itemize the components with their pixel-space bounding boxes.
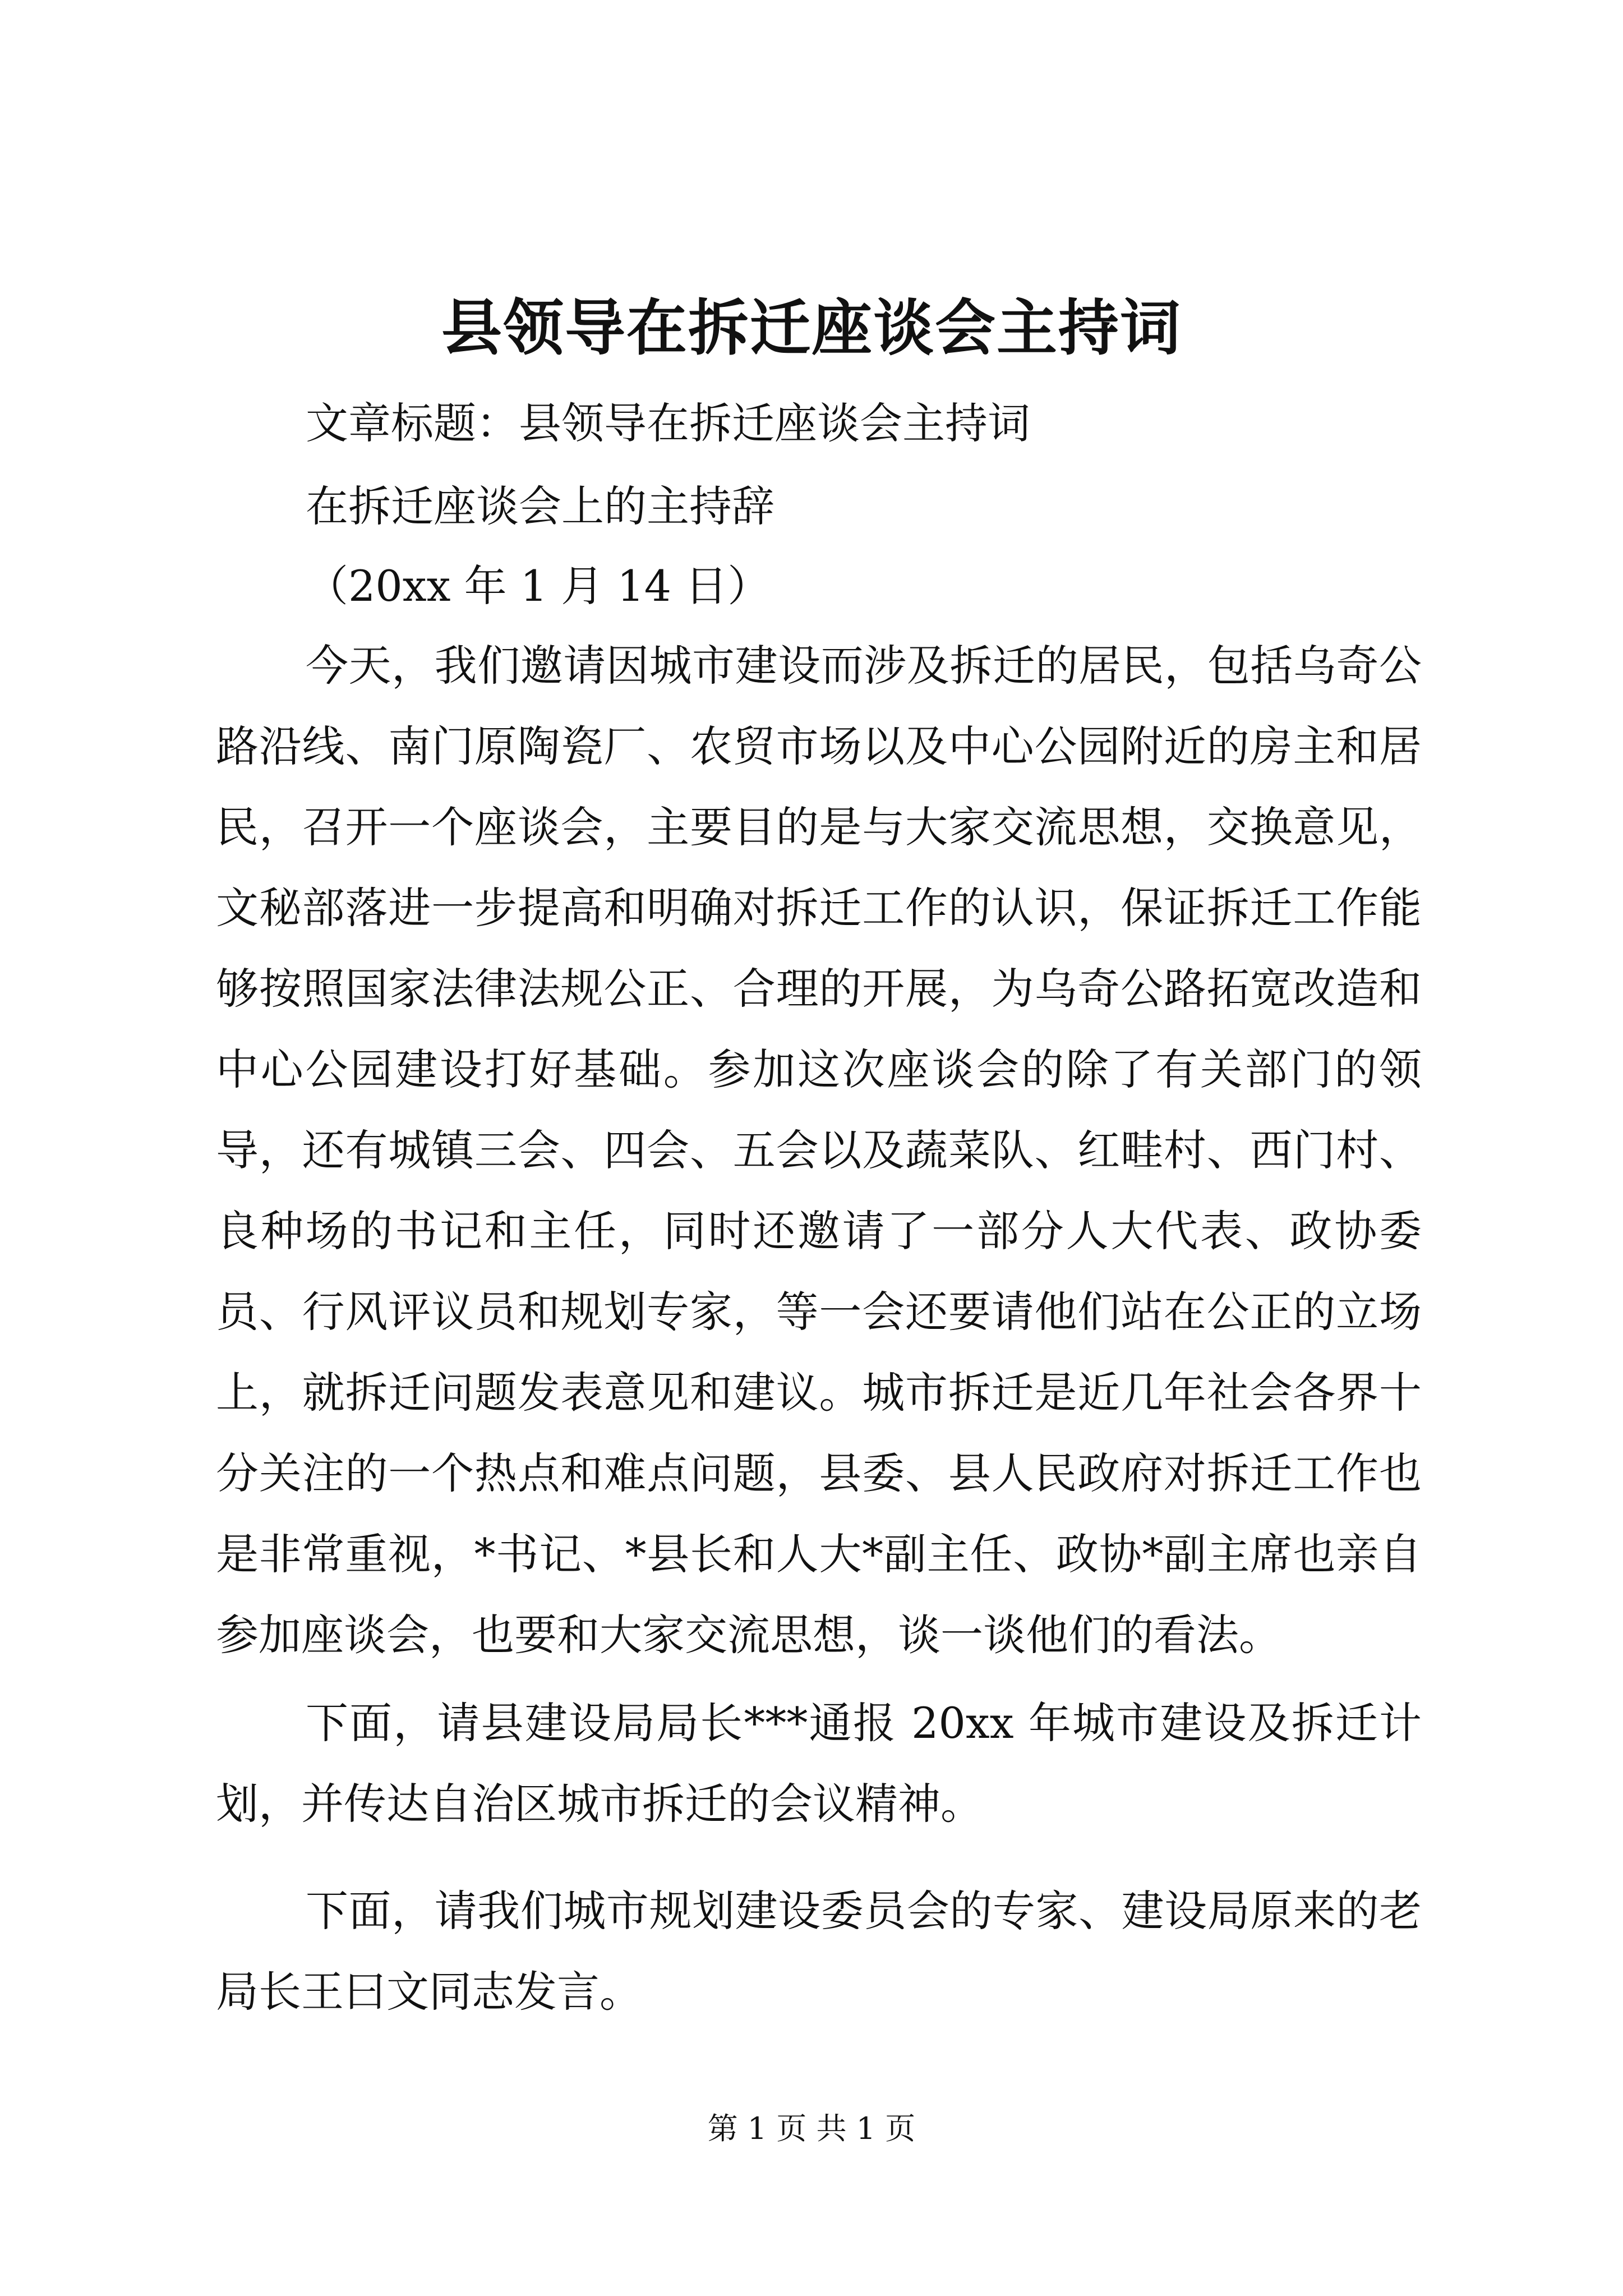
body-paragraph: 今天，我们邀请因城市建设而涉及拆迁的居民，包括乌奇公路沿线、南门原陶瓷厂、农贸市场以及中心公园附近的房主和居民，召开一个座谈会，主要目的是与大家交流思想，交换意见，文秘部落进一步提高和明确对拆迁工作的认识，保证拆迁工作能够按照国家法律法规公正、合理的开展，为乌奇公路拓宽改造和中心公园建设打好基础。参加这次座谈会的除了有关部门的领导，还有城镇三会、四会、五会以及蔬菜队、红畦村、西门村、良种场的书记和主任，同时还邀请了一部分人大代表、政协委员、行风评议员和规划专家，等一会还要请他们站在公正的立场上，就拆迁问题发表意见和建议。城市拆迁是近几年社会各界十分关注的一个热点和难点问题，县委、县人民政府对拆迁工作也是非常重视，*书记、*县长和人大*副主任、政协*副主席也亲自参加座谈会，也要和大家交流思想，谈一谈他们的看法。 [216,641,1422,1660]
body-paragraph: 下面，请县建设局局长***通报 20xx 年城市建设及拆迁计划，并传达自治区城市拆迁的会议精神。 [216,1698,1422,1829]
article-title-line: 文章标题：县领导在拆迁座谈会主持词 [306,398,1030,448]
body-paragraph: 下面，请我们城市规划建设委员会的专家、建设局原来的老局长王曰文同志发言。 [216,1886,1422,2017]
page-footer: 第 1 页 共 1 页 [707,2111,916,2146]
document-subtitle: 在拆迁座谈会上的主持辞 [306,481,774,531]
document-date: （20xx 年 1 月 14 日） [306,561,771,611]
document-title: 县领导在拆迁座谈会主持词 [441,293,1182,364]
